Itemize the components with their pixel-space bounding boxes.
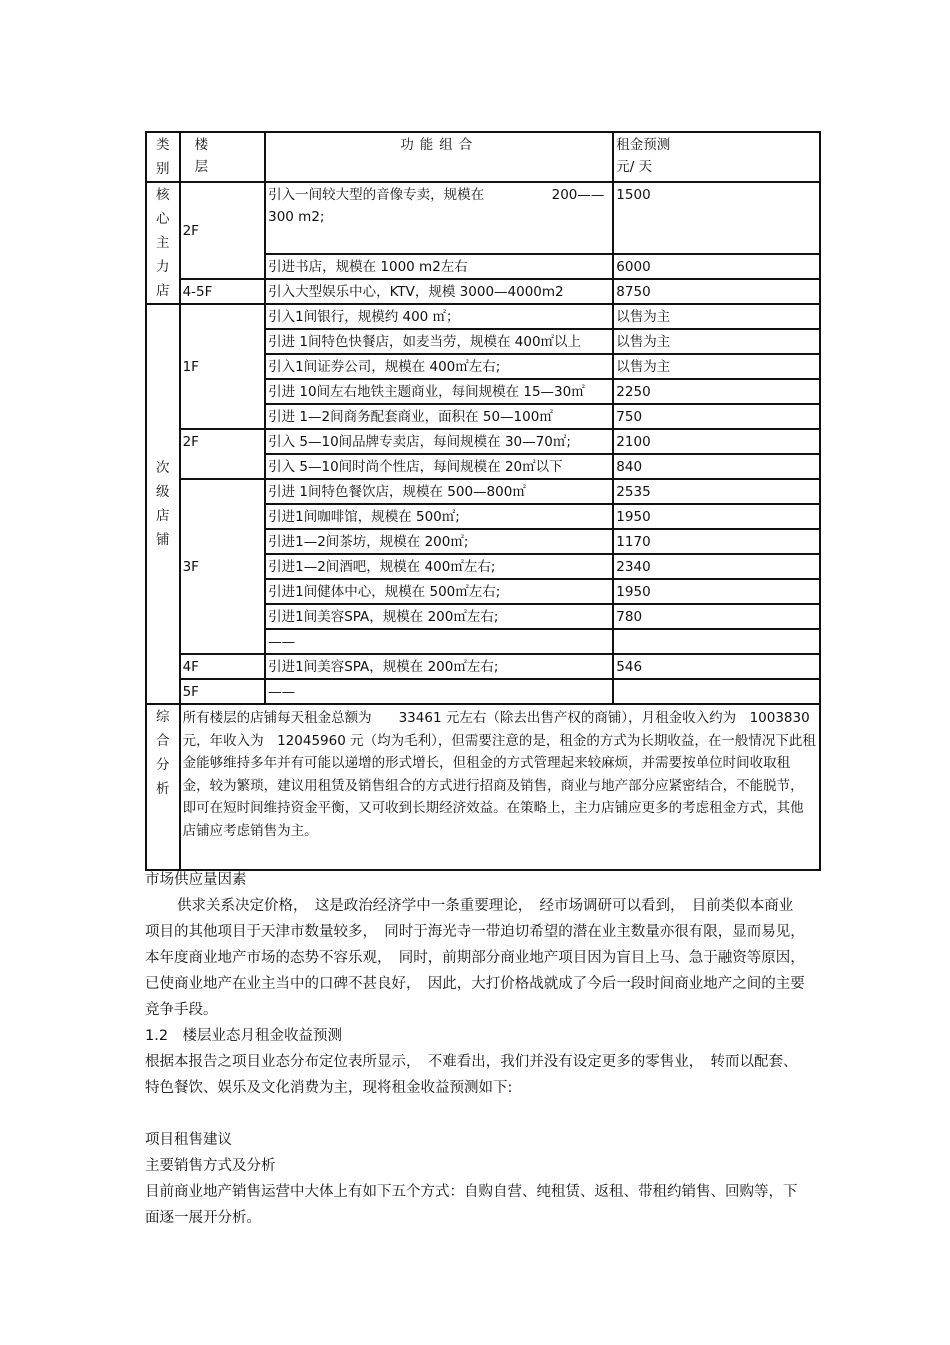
heading-supply: 市场供应量因素 <box>145 872 247 888</box>
rent-cell: 1950 <box>613 504 820 529</box>
heading-1-2: 1.2 楼层业态月租金收益预测 <box>145 1028 343 1044</box>
rent-cell <box>613 679 820 704</box>
summary-analysis: 所有楼层的店铺每天租金总额为 33461 元左右（除去出售产权的商铺），月租金收入约为 1003830 元，年收入为 12045960 元（均为毛利），但需要注意的是，租金的方式为长期收益，在一般情况下此租金能够维持多年并有可能以递增的形式增长，但租金的方式管理起来较麻烦，并需要按单位时间收取租金，较为繁琐，建议用租赁及销售组合的方式进行招商及销售，商业与地产部分应紧密结合，不能脱节，即可在短时间维持资金平衡，又可收到长期经济效益。在策略上，主力店铺应更多的考虑租金方式，其他店铺应考虑销售为主。 <box>180 704 820 870</box>
category-secondary: 次 级 店 铺 <box>146 304 180 704</box>
function-cell: 引进1间健体中心，规模在 500㎡左右; <box>265 579 613 604</box>
rent-cell: 8750 <box>613 279 820 304</box>
function-cell: 引进 1—2间商务配套商业，面积在 50—100㎡ <box>265 404 613 429</box>
function-cell: 引进 1间特色快餐店，如麦当劳，规模在 400㎡以上 <box>265 329 613 354</box>
rent-cell: 2340 <box>613 554 820 579</box>
floor-cell: 4F <box>180 654 266 679</box>
paragraph-1-2: 根据本报告之项目业态分布定位表所显示， 不难看出，我们并没有设定更多的零售业， 转而以配套、特色餐饮、娱乐及文化消费为主，现将租金收益预测如下: <box>145 1054 798 1096</box>
rent-cell <box>613 629 820 654</box>
rent-cell: 1170 <box>613 529 820 554</box>
heading-lease: 项目租售建议 <box>145 1132 232 1148</box>
function-cell: 引进1间咖啡馆，规模在 500㎡; <box>265 504 613 529</box>
function-cell: 引入1间银行，规模约 400 ㎡； <box>265 304 613 329</box>
rent-cell: 1950 <box>613 579 820 604</box>
function-cell: 引入一间较大型的音像专卖，规模在 200——300 m2; <box>265 182 613 254</box>
function-cell: 引进1间美容SPA，规模在 200㎡左右; <box>265 654 613 679</box>
paragraph-supply: 供求关系决定价格， 这是政治经济学中一条重要理论， 经市场调研可以看到， 目前类似本商业项目的其他项目于天津市数量较多， 同时于海光寺一带迫切希望的潜在业主数量亦很有限，显而易见，本年度商业地产市场的态势不容乐观， 同时，前期部分商业地产项目因为盲目上马、急于融资等原因， 已使商业地产在业主当中的口碑不甚良好， 因此，大打价格战就成了今后一段时间商业地产之间的主要竞争手段。 <box>145 898 812 1018</box>
function-cell: 引入1间证券公司，规模在 400㎡左右; <box>265 354 613 379</box>
header-floor: 楼 层 <box>180 132 266 182</box>
function-cell: 引进书店，规模在 1000 m2左右 <box>265 254 613 279</box>
rent-cell: 6000 <box>613 254 820 279</box>
body-text <box>145 867 812 1231</box>
rent-cell: 2100 <box>613 429 820 454</box>
rent-cell: 750 <box>613 404 820 429</box>
header-category: 类 别 <box>146 132 180 182</box>
rent-cell: 2535 <box>613 479 820 504</box>
floor-cell: 3F <box>180 479 266 654</box>
function-cell: 引进1—2间茶坊，规模在 200㎡; <box>265 529 613 554</box>
function-cell: 引进 1间特色餐饮店，规模在 500—800㎡ <box>265 479 613 504</box>
function-cell: 引进 10间左右地铁主题商业，每间规模在 15—30㎡ <box>265 379 613 404</box>
paragraph-sales: 目前商业地产销售运营中大体上有如下五个方式：自购自营、纯租赁、返租、带租约销售、回购等，下面逐一展开分析。 <box>145 1184 798 1226</box>
function-cell: —— <box>265 629 613 654</box>
function-cell: 引入 5—10间时尚个性店，每间规模在 20㎡以下 <box>265 454 613 479</box>
function-cell: —— <box>265 679 613 704</box>
rent-cell: 546 <box>613 654 820 679</box>
function-cell: 引入 5—10间品牌专卖店，每间规模在 30—70㎡; <box>265 429 613 454</box>
function-cell: 引进1—2间酒吧，规模在 400㎡左右; <box>265 554 613 579</box>
rent-cell: 1500 <box>613 182 820 254</box>
rent-cell: 780 <box>613 604 820 629</box>
rent-cell: 以售为主 <box>613 329 820 354</box>
category-summary: 综 合 分 析 <box>146 704 180 870</box>
rent-cell: 以售为主 <box>613 304 820 329</box>
floor-cell: 4-5F <box>180 279 266 304</box>
floor-cell: 2F <box>180 429 266 479</box>
category-core: 核 心 主 力 店 <box>146 182 180 304</box>
function-cell: 引入大型娱乐中心，KTV，规模 3000—4000m2 <box>265 279 613 304</box>
rent-cell: 2250 <box>613 379 820 404</box>
rent-cell: 以售为主 <box>613 354 820 379</box>
function-cell: 引进1间美容SPA，规模在 200㎡左右; <box>265 604 613 629</box>
header-function: 功能组合 <box>265 132 613 182</box>
floor-cell: 5F <box>180 679 266 704</box>
header-rent: 租金预测 元/ 天 <box>613 132 820 182</box>
rent-cell: 840 <box>613 454 820 479</box>
heading-sales: 主要销售方式及分析 <box>145 1158 276 1174</box>
rent-forecast-table <box>145 131 821 852</box>
floor-cell: 1F <box>180 304 266 429</box>
floor-cell: 2F <box>180 182 266 279</box>
